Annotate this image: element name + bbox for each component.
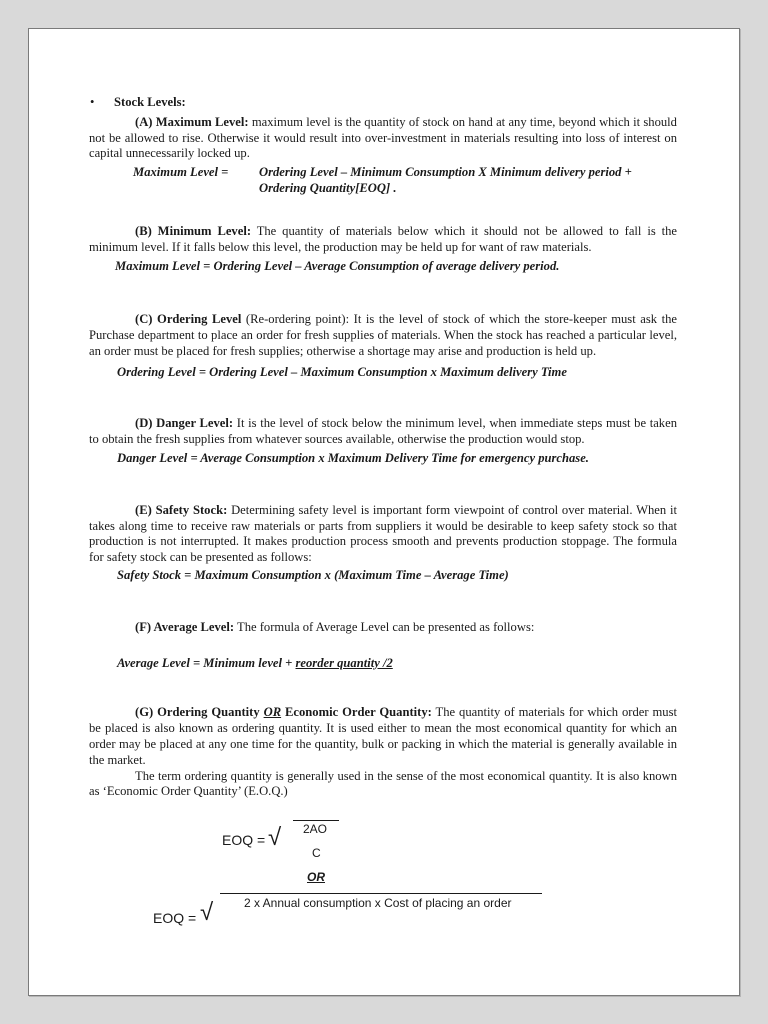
radical-icon: √: [268, 824, 282, 851]
paragraph-eoq-term: The term ordering quantity is generally used in the sense of the most economical quantity. It is also known as ‘Economic Order Quantity’ (E.O.Q.): [89, 768, 677, 799]
term-minimum-level: (B) Minimum Level:: [135, 223, 252, 238]
formula-rhs: Ordering Level – Minimum Consumption X Minimum delivery period + Ordering Quantity[EOQ] .: [259, 165, 632, 195]
paragraph-average-level: [89, 620, 677, 636]
eoq-numerator-1: 2AO: [303, 822, 328, 836]
document-page: [28, 28, 740, 996]
paragraph-ordering-level: [89, 312, 677, 359]
term-ordering-quantity: (G) Ordering Quantity: [135, 705, 260, 720]
radical-icon-2: √: [200, 899, 214, 926]
paragraph-ordering-quantity: [89, 705, 677, 768]
paragraph-danger-level: [89, 416, 677, 448]
heading-title: Stock Levels:: [114, 95, 186, 109]
term-average-level: (F) Average Level:: [135, 619, 235, 634]
eoq-denominator-1: C: [312, 846, 321, 860]
text-average-level: The formula of Average Level can be presented as follows:: [237, 619, 535, 634]
radical-bar: [293, 820, 339, 821]
text-safety-stock: Determining safety level is important form viewpoint of control over material. When it takes along time to receive raw materials or parts from suppliers it would be desirable to keep safety stock so that production is not interrupted. It makes production process smooth and prevents production stoppage. The formula for safety stock can be presented as follows:: [89, 502, 677, 565]
section-heading: [89, 95, 677, 111]
term-danger-level: (D) Danger Level:: [135, 416, 234, 431]
formula-minimum-level: Maximum Level = Ordering Level – Average Consumption of average delivery period.: [115, 259, 560, 274]
formula-safety-stock: Safety Stock = Maximum Consumption x (Maximum Time – Average Time): [117, 567, 509, 582]
eoq-label-2: EOQ =: [153, 910, 197, 926]
formula-maximum-level: [89, 165, 677, 197]
section-average-level: [89, 620, 677, 672]
spacer: [89, 636, 677, 656]
eoq-numerator-2: 2 x Annual consumption x Cost of placing an order: [244, 896, 512, 910]
formula-lhs: Maximum Level =: [133, 165, 229, 180]
section-maximum-level: [89, 115, 677, 197]
formula-average-b: reorder quantity /2: [295, 655, 393, 670]
text-ordering-level: (Re-ordering point): It is the level of stock of which the store-keeper must ask the Purchase department to place an order for fresh supplies of materials. When the stock has reached a particular level, an order must be placed for fresh supplies; otherwise a shortage may arise and production is held up.: [89, 312, 677, 358]
section-danger-level: [89, 416, 677, 466]
text-ordering-quantity: The quantity of materials for which order must be placed is also known as ordering quantity. It is used either to mean the most economical quantity for which an order may be placed at any one time for the quantity, bulk or packing in which the material is generally available in the market.: [89, 705, 677, 767]
term-safety-stock: (E) Safety Stock:: [135, 502, 228, 517]
term-maximum-level: (A) Maximum Level:: [135, 114, 249, 129]
term-eoq: Economic Order Quantity:: [285, 705, 432, 720]
section-ordering-quantity: [89, 705, 677, 800]
term-or: OR: [263, 705, 282, 720]
bullet: •: [90, 95, 95, 109]
section-ordering-level: [89, 312, 677, 380]
section-minimum-level: [89, 224, 677, 275]
text-maximum-level: maximum level is the quantity of stock on hand at any time, beyond which it should not be allowed to rise. Otherwise it would result into over-investment in materials resulting into loss of interest on capital unnecessarily locked up.: [89, 114, 677, 161]
or-separator: OR: [307, 870, 325, 884]
formula-average-a: Average Level = Minimum level +: [117, 655, 296, 670]
paragraph-minimum-level: [89, 224, 677, 256]
formula-danger-level: Danger Level = Average Consumption x Maximum Delivery Time for emergency purchase.: [117, 450, 589, 465]
paragraph-maximum-level: [89, 115, 677, 162]
text-minimum-level: The quantity of materials below which it should not be allowed to fall is the minimum level. If it falls below this level, the production may be held up for want of raw materials.: [89, 223, 677, 254]
formula-ordering-level: Ordering Level = Ordering Level – Maximum Consumption x Maximum delivery Time: [117, 364, 567, 379]
section-safety-stock: [89, 503, 677, 584]
document-body: [89, 95, 677, 800]
paragraph-safety-stock: [89, 503, 677, 566]
formula-average-level: [89, 656, 677, 672]
eoq-label-1: EOQ =: [222, 832, 266, 848]
fraction-bar: [220, 893, 542, 894]
term-ordering-level: (C) Ordering Level: [135, 312, 242, 327]
text-danger-level: It is the level of stock below the minimum level, when immediate steps must be taken to obtain the fresh supplies from whatever sources available, otherwise the production would stop.: [89, 416, 677, 447]
